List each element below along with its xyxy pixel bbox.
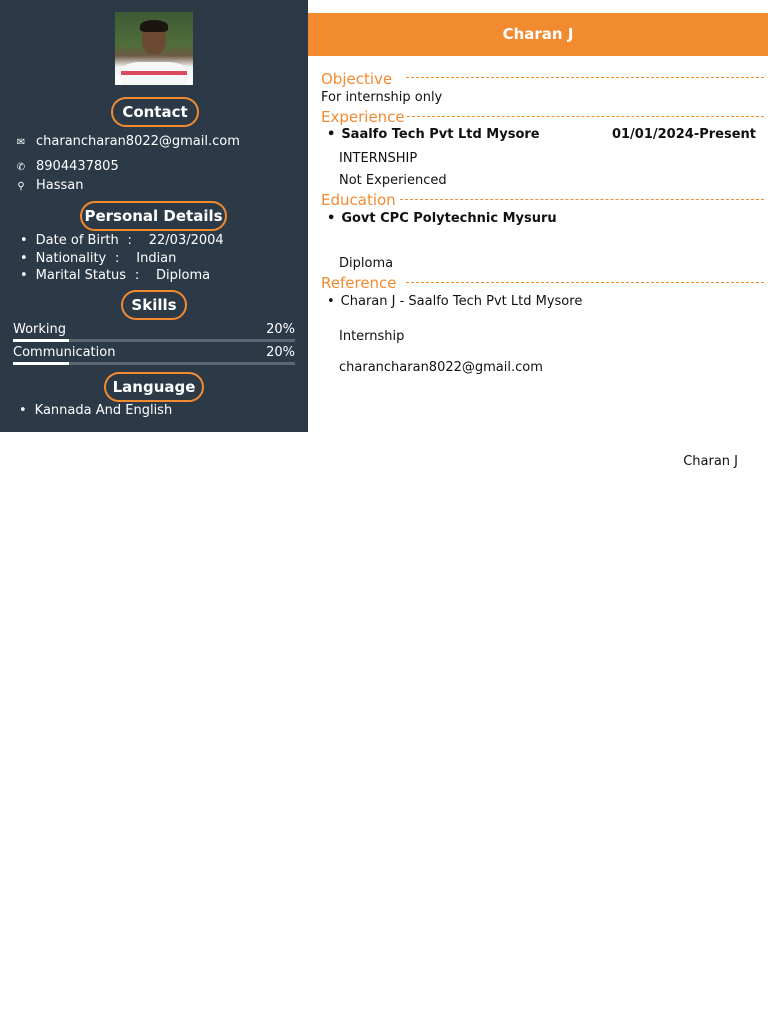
phone-icon: ✆	[16, 162, 26, 173]
reference-name: • Charan J - Saalfo Tech Pvt Ltd Mysore	[327, 294, 583, 309]
profile-photo	[115, 12, 193, 85]
language-item: • Kannada And English	[19, 403, 173, 418]
reference-heading: Reference	[321, 274, 397, 292]
reference-role: Internship	[339, 329, 405, 344]
footer-signature-name: Charan J	[683, 454, 738, 469]
name-header: Charan J	[308, 13, 768, 56]
experience-role: INTERNSHIP	[339, 151, 418, 166]
language-heading: Language	[104, 372, 204, 402]
personal-dob: • Date of Birth : 22/03/2004	[20, 233, 224, 248]
section-divider	[400, 199, 764, 200]
education-heading: Education	[321, 191, 396, 209]
experience-heading: Experience	[321, 108, 405, 126]
skill-percent: 20%	[266, 322, 295, 337]
sidebar	[0, 0, 308, 432]
experience-dates: 01/01/2024-Present	[611, 127, 756, 142]
contact-phone[interactable]: ✆ 8904437805	[14, 159, 119, 174]
objective-text: For internship only	[321, 90, 443, 105]
skill-name: Working	[13, 322, 67, 337]
skill-percent: 20%	[266, 345, 295, 360]
skill-bar	[13, 362, 295, 365]
contact-heading: Contact	[111, 97, 199, 127]
contact-location: ⚲ Hassan	[14, 178, 84, 193]
skill-bar-fill	[13, 339, 69, 342]
section-divider	[407, 116, 764, 117]
envelope-icon: ✉	[16, 137, 26, 148]
experience-company: • Saalfo Tech Pvt Ltd Mysore	[327, 127, 540, 142]
skill-name: Communication	[13, 345, 116, 360]
personal-marital-status: • Marital Status : Diploma	[20, 268, 211, 283]
experience-description: Not Experienced	[339, 173, 447, 188]
education-degree: Diploma	[339, 256, 394, 271]
skill-bar-fill	[13, 362, 69, 365]
section-divider	[406, 77, 764, 78]
objective-heading: Objective	[321, 70, 393, 88]
skills-heading: Skills	[121, 290, 187, 320]
location-pin-icon: ⚲	[17, 181, 25, 192]
personal-details-heading: Personal Details	[80, 201, 227, 231]
education-institution: • Govt CPC Polytechnic Mysuru	[327, 211, 557, 226]
section-divider	[406, 282, 764, 283]
reference-email[interactable]: charancharan8022@gmail.com	[339, 360, 543, 375]
skill-bar	[13, 339, 295, 342]
personal-nationality: • Nationality : Indian	[20, 251, 177, 266]
contact-email[interactable]: ✉ charancharan8022@gmail.com	[14, 134, 240, 149]
